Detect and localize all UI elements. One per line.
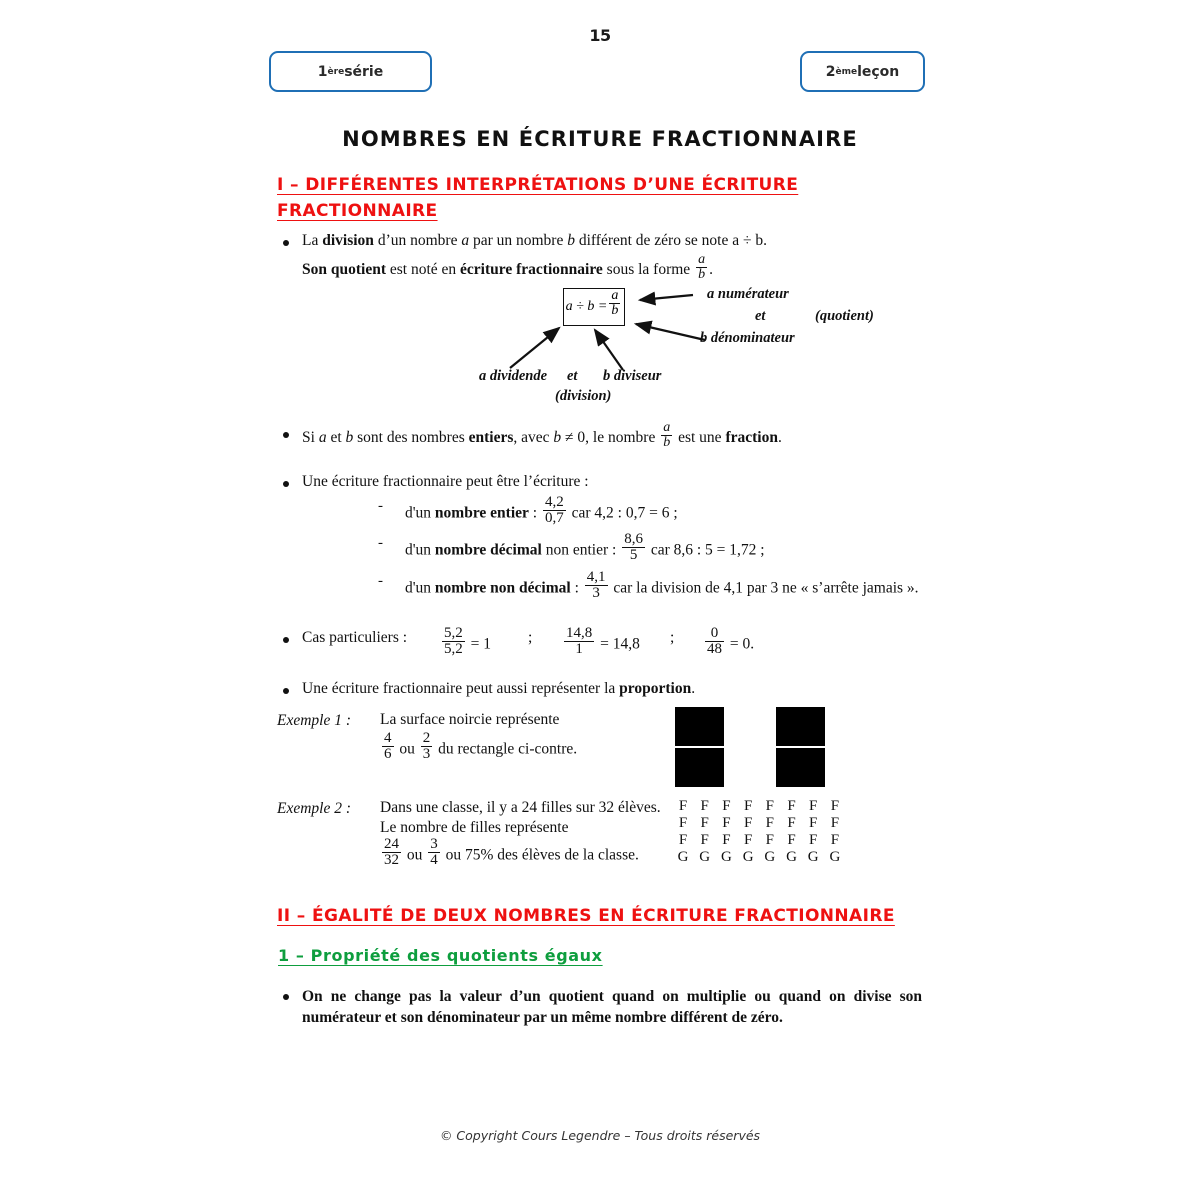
equation-text: a ÷ b = <box>565 299 608 314</box>
fg-cell: F <box>830 815 840 831</box>
text-fragment: du rectangle ci-contre. <box>438 740 578 758</box>
text-fragment: d'un <box>405 541 435 559</box>
fraction-numerator: 8,6 <box>624 530 643 547</box>
label-numerateur: a numérateur <box>707 286 789 302</box>
text-fragment: ou <box>399 740 415 758</box>
fraction-numerator: 0 <box>710 624 719 641</box>
fraction-denominator: b <box>698 267 706 283</box>
variable-a: a <box>461 232 470 249</box>
text-fragment: Si <box>302 428 319 446</box>
text-fragment: Une écriture fractionnaire peut aussi représenter la <box>302 680 620 697</box>
fg-cell: F <box>722 832 731 848</box>
text-fragment: écriture fractionnaire <box>460 260 603 278</box>
figure-cell <box>726 707 775 746</box>
fg-cell: G <box>786 849 797 865</box>
text-fragment: ou 75% des élèves de la classe. <box>445 846 639 864</box>
text-fragment: La <box>302 232 323 249</box>
fraction-a-over-b <box>609 289 620 319</box>
bullet-marker <box>283 688 289 694</box>
fraction-denominator: 3 <box>422 746 431 763</box>
text-fragment: entiers <box>468 428 514 446</box>
fraction-denominator: 32 <box>384 852 399 869</box>
text-fragment: car 4,2 : 0,7 = 6 ; <box>567 504 678 522</box>
sub-item-1 <box>405 493 678 530</box>
text-fragment: , avec <box>513 428 554 446</box>
text-fragment: sont des nombres <box>353 428 469 446</box>
bullet-2 <box>302 419 782 454</box>
sub-item-dash: - <box>378 573 383 589</box>
fg-cell: F <box>765 832 774 848</box>
property-paragraph: On ne change pas la valeur d’un quotient quand on multiplie ou quand on divise son numérateur et son dénominateur par un même nombre différent de zéro. <box>302 988 922 1026</box>
text-fragment: car 8,6 : 5 = 1,72 ; <box>646 541 765 559</box>
text-fragment: et <box>326 428 346 446</box>
bullet-marker <box>283 432 289 438</box>
fg-cell: G <box>829 849 841 865</box>
fg-cell: F <box>700 832 709 848</box>
fraction-numerator: a <box>611 287 619 303</box>
separator-2: ; <box>670 629 675 646</box>
figure-cell <box>726 748 775 787</box>
result: = 0. <box>729 635 755 653</box>
fg-cell: F <box>700 798 709 814</box>
copyright-footer: © Copyright Cours Legendre – Tous droits réservés <box>439 1128 761 1143</box>
label-et-right: et <box>755 308 766 324</box>
label-quotient: (quotient) <box>815 308 874 324</box>
example-2-line-1: Dans une classe, il y a 24 filles sur 32 élèves. <box>380 799 661 816</box>
fg-cell: F <box>787 798 796 814</box>
cas-particulier-2 <box>562 624 640 661</box>
badge-lecon: 2 ème leçon <box>800 51 925 92</box>
example-2-label: Exemple 2 : <box>277 800 352 817</box>
result: = 14,8 <box>600 635 640 653</box>
fraction-denominator: 1 <box>564 641 594 658</box>
section-heading-1: I – DIFFÉRENTES INTERPRÉTATIONS D’UNE ÉCRITURE FRACTIONNAIRE <box>277 175 799 221</box>
diagram-arrows <box>455 278 925 408</box>
fraction-numerator: 2 <box>422 729 431 746</box>
text-fragment: est noté en <box>386 260 461 278</box>
badge-serie: 1 ère série <box>269 51 432 92</box>
sub-item-dash: - <box>378 498 383 514</box>
subsection-heading-1: 1 – Propriété des quotients égaux <box>278 946 603 965</box>
fg-row <box>676 832 842 849</box>
fraction-denominator: 6 <box>384 746 392 763</box>
fraction-denominator: 5,2 <box>444 641 463 658</box>
figure-cell <box>776 748 825 787</box>
text-fragment: d'un <box>405 579 435 597</box>
badge-lecon-number: 2 <box>825 63 836 80</box>
fg-row <box>676 815 842 832</box>
figure-cell <box>675 748 724 787</box>
fg-cell: F <box>743 832 753 848</box>
sub-item-3 <box>405 568 919 605</box>
fg-cell: F <box>787 832 796 848</box>
fg-cell: F <box>809 815 818 831</box>
example-1-label: Exemple 1 : <box>277 712 352 729</box>
fraction <box>442 626 465 658</box>
fg-cell: F <box>722 798 731 814</box>
students-fg-grid <box>676 798 842 866</box>
shaded-rectangle-figure <box>675 707 825 787</box>
fg-cell: F <box>678 832 688 848</box>
section-heading-2: II – ÉGALITÉ DE DEUX NOMBRES EN ÉCRITURE FRACTIONNAIRE <box>277 906 895 926</box>
fraction-24-32 <box>382 837 401 869</box>
fg-cell: G <box>742 849 754 865</box>
bullet-3: Une écriture fractionnaire peut être l’écriture : <box>302 473 589 490</box>
bullet-marker <box>283 637 289 643</box>
fraction-denominator: 0,7 <box>544 510 564 527</box>
fraction-numerator: a <box>698 251 706 267</box>
text-fragment: différent de zéro se note a ÷ b. <box>574 232 767 249</box>
fraction-a-over-b <box>661 421 672 451</box>
text-fragment: . <box>709 260 713 278</box>
fraction <box>705 626 724 658</box>
fg-cell: F <box>809 832 818 848</box>
sub-item-dash: - <box>378 535 383 551</box>
text-fragment: . <box>777 428 782 446</box>
bullet-marker <box>283 994 289 1000</box>
text-fragment: d'un <box>405 504 435 522</box>
fg-cell: F <box>830 798 840 814</box>
fg-cell: G <box>720 849 732 865</box>
label-denominateur: b dénominateur <box>700 330 795 346</box>
fraction-denominator: 3 <box>585 585 608 602</box>
text-fragment: proportion <box>619 680 692 697</box>
text-fragment: d’un nombre <box>373 232 462 249</box>
example-1-line-2 <box>380 729 578 766</box>
fg-cell: G <box>764 849 776 865</box>
fraction-numerator: 4,1 <box>586 568 606 585</box>
equation-box <box>563 288 625 326</box>
badge-lecon-label: leçon <box>857 63 900 80</box>
fraction-numerator: 24 <box>384 835 399 852</box>
text-fragment: est une <box>674 428 726 446</box>
page-title: NOMBRES EN ÉCRITURE FRACTIONNAIRE <box>342 127 858 151</box>
fraction <box>585 570 608 602</box>
fg-cell: F <box>743 815 753 831</box>
fg-cell: G <box>807 849 819 865</box>
variable-b: b <box>345 428 354 446</box>
text-fragment: fraction <box>725 428 778 446</box>
text-fragment: division <box>322 232 374 249</box>
text-fragment: ou <box>406 846 423 864</box>
fraction-denominator: 5 <box>622 547 645 564</box>
text-fragment: non entier : <box>541 541 621 559</box>
fg-row <box>676 798 842 815</box>
cas-particuliers-label: Cas particuliers : <box>302 629 408 646</box>
fraction-numerator: 4,2 <box>544 493 564 510</box>
fraction <box>622 532 645 564</box>
bullet-5 <box>302 680 695 698</box>
separator-1: ; <box>528 629 533 646</box>
bullet-1-line-1 <box>302 232 767 250</box>
cas-particulier-3 <box>703 624 755 661</box>
variable-b: b <box>553 428 562 446</box>
text-fragment: car la division de 4,1 par 3 ne « s’arrête jamais ». <box>609 579 919 597</box>
text-fragment: . <box>691 680 696 697</box>
label-dividende: a dividende <box>479 368 548 384</box>
bullet-marker <box>283 240 289 246</box>
text-fragment: par un nombre <box>469 232 568 249</box>
fg-cell: F <box>678 815 688 831</box>
text-fragment: sous la forme <box>602 260 695 278</box>
example-2-line-3 <box>380 835 639 872</box>
variable-a: a <box>318 428 327 446</box>
fg-cell: G <box>699 849 711 865</box>
fraction-denominator: b <box>663 435 671 451</box>
fraction-2-3 <box>421 731 433 763</box>
text-fragment: ≠ 0, le nombre <box>561 428 660 446</box>
fg-row <box>676 849 842 866</box>
cas-particulier-1 <box>440 624 491 661</box>
fraction-numerator: 4 <box>384 729 392 746</box>
fraction-numerator: a <box>663 419 671 435</box>
label-division: (division) <box>555 388 612 404</box>
fg-cell: F <box>765 815 774 831</box>
label-diviseur: b diviseur <box>603 368 662 384</box>
fg-cell: F <box>809 798 818 814</box>
text-fragment: : <box>528 504 541 522</box>
text-fragment: nombre entier <box>434 504 529 522</box>
fraction-denominator: 48 <box>707 641 722 658</box>
fg-cell: F <box>765 798 774 814</box>
label-et-bottom: et <box>567 368 578 384</box>
result: = 1 <box>470 635 491 653</box>
fg-cell: F <box>743 798 753 814</box>
fraction <box>564 626 594 658</box>
fg-cell: F <box>722 815 731 831</box>
fraction-numerator: 3 <box>430 835 438 852</box>
text-fragment: nombre non décimal <box>434 579 571 597</box>
fg-cell: F <box>678 798 688 814</box>
text-fragment: Son quotient <box>302 260 386 278</box>
badge-serie-number: 1 <box>317 63 328 80</box>
fraction-4-6 <box>382 731 394 763</box>
fraction-denominator: b <box>611 303 619 319</box>
fraction-denominator: 4 <box>430 852 438 869</box>
division-diagram <box>455 278 925 408</box>
text-fragment: : <box>570 579 583 597</box>
bullet-marker <box>283 481 289 487</box>
example-2-line-2: Le nombre de filles représente <box>380 819 569 836</box>
variable-b: b <box>567 232 575 249</box>
sub-item-2 <box>405 530 765 567</box>
fraction <box>543 495 566 527</box>
fg-cell: G <box>677 849 689 865</box>
page-number: 15 <box>589 26 611 45</box>
fg-cell: F <box>787 815 796 831</box>
badge-serie-label: série <box>344 63 384 80</box>
fg-cell: F <box>830 832 840 848</box>
figure-cell <box>675 707 724 746</box>
text-fragment: nombre décimal <box>434 541 542 559</box>
figure-cell <box>776 707 825 746</box>
fraction-3-4 <box>428 837 440 869</box>
fg-cell: F <box>700 815 709 831</box>
fraction-numerator: 14,8 <box>566 624 593 641</box>
fraction-numerator: 5,2 <box>444 624 463 641</box>
example-1-line-1: La surface noircie représente <box>380 711 560 728</box>
